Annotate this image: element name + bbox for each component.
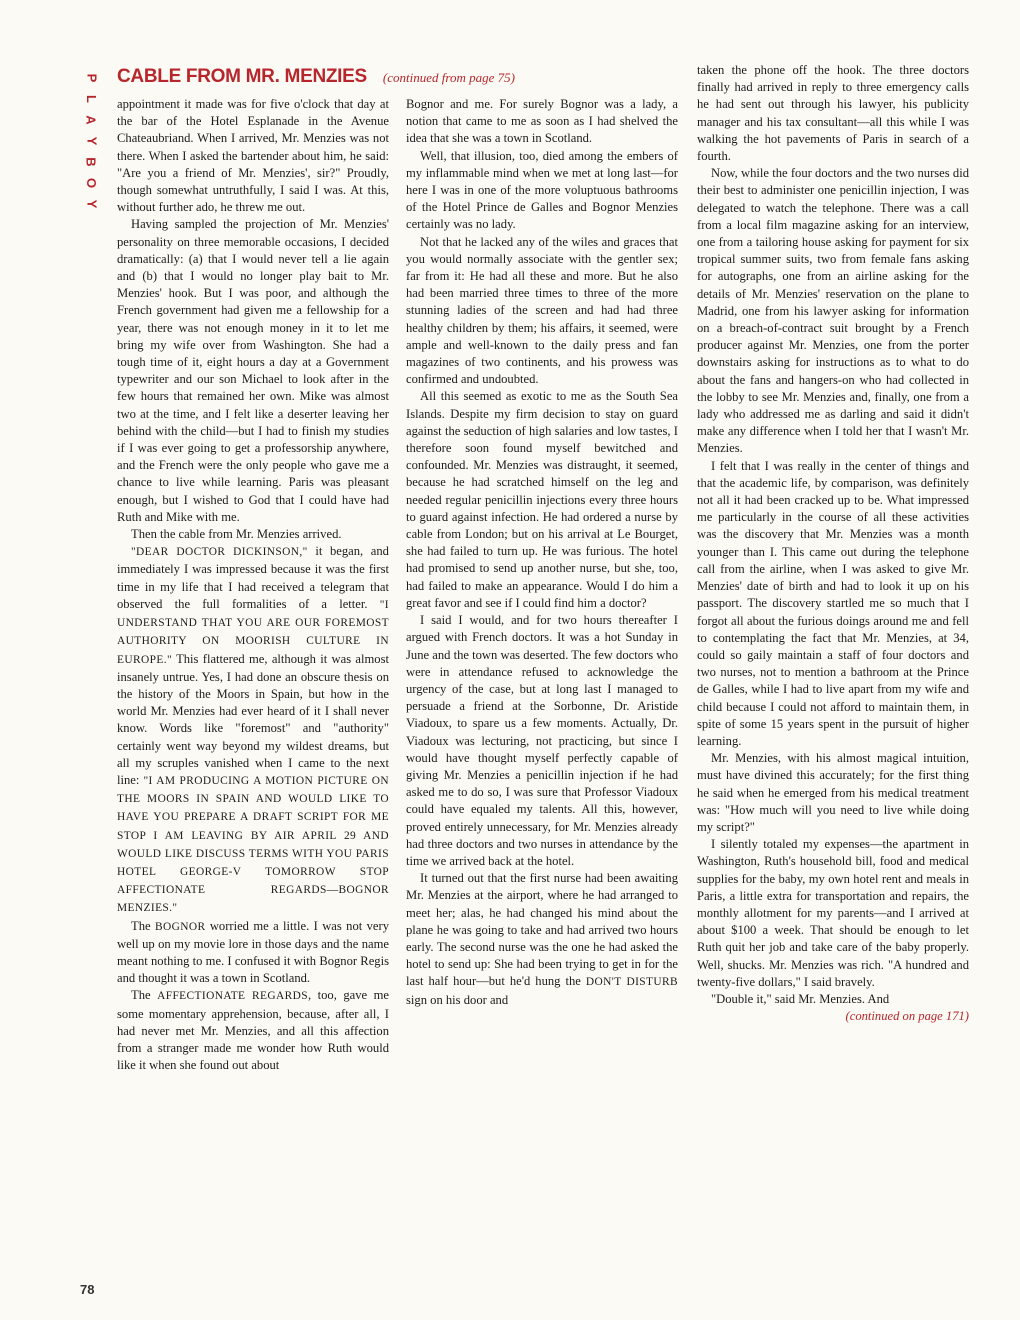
- paragraph-text: it began, and immediately I was impressed because it was the first time in my life that I had received a telegram that observed the full formalities of a letter.: [117, 544, 389, 611]
- paragraph: taken the phone off the hook. The three doctors finally had arrived in reply to three emergency calls he had sent out through his lawyer, his publicity manager and his tax consultant—all this while I was walking the hot pavements of Paris in search of a fourth.: [697, 63, 969, 164]
- continued-on-note: (continued on page 171): [845, 1009, 969, 1024]
- paragraph: Well, that illusion, too, died among the embers of my inflammable mind when we met at long last—for here I was in one of the more voluptuous bathrooms of the Hotel Prince de Galles and Bognor Menzies certainly was no lady.: [406, 148, 678, 232]
- paragraph: [117, 987, 389, 1074]
- text-column-1: [117, 96, 389, 1074]
- paragraph: appointment it made was for five o'clock that day at the bar of the Hotel Esplanade in the Avenue Chateaubriand. When I arrived, Mr. Menzies was not there. When I asked the bartender about him, he said: "Are you a friend of Mr. Menzies', sir?" Proudly, though somewhat untruthfully, I said I was. At this, without further ado, he threw me out.: [117, 97, 389, 215]
- paragraph: Now, while the four doctors and the two nurses did their best to administer one penicillin injection, I was delegated to watch the telephone. There was a call from a local film magazine asking for an interview, one from a tailoring house asking for payment for six tropical summer suits, two from female fans asking for autographs, one from an airline asking for the details of Mr. Menzies' reservation on the plane to Madrid, one from his lawyer asking for information on a breach-of-contract suit brought by a French producer against Mr. Menzies, one from the porter downstairs asking for instructions as to what to do about the fans and hangers-on who had collected in the lobby to see Mr. Menzies and, finally, one from a lady who addressed me as darling and said it didn't make any difference when I told her that I wasn't Mr. Menzies.: [697, 166, 969, 456]
- magazine-name-vertical: [84, 70, 98, 212]
- article-title: CABLE FROM MR. MENZIES: [117, 66, 367, 87]
- cable-text: "I UNDERSTAND THAT YOU ARE OUR FOREMOST AUTHORITY ON MOORISH CULTURE IN EUROPE.": [117, 598, 389, 666]
- paragraph: [117, 918, 389, 988]
- paragraph: Then the cable from Mr. Menzies arrived.: [131, 527, 342, 542]
- paragraph: [406, 870, 678, 1009]
- continued-from-note: (continued from page 75): [382, 70, 515, 85]
- text-column-2: [406, 96, 678, 1009]
- paragraph: Mr. Menzies, with his almost magical intuition, must have divined this accurately; for the first thing he said when he emerged from his medical treatment was: "How much will you need to live while doing my script?": [697, 751, 969, 834]
- article-header: [117, 66, 717, 88]
- magazine-letter: Y: [83, 199, 99, 209]
- page-number: 78: [80, 1282, 95, 1297]
- sign-text: DON'T DISTURB: [585, 976, 678, 989]
- magazine-letter: O: [84, 177, 99, 189]
- paragraph: Not that he lacked any of the wiles and graces that you would normally associate with the gentler sex; far from it: He had all these and more. But he also had been married three times to three of the more stunning ladies of the screen and had had three healthy children by them; his affairs, it seemed, were ample and well-known to the daily press and fan magazines of two continents, and his prowess was confirmed and undoubted.: [406, 234, 678, 387]
- paragraph: [117, 543, 389, 917]
- magazine-letter: L: [83, 95, 99, 103]
- magazine-letter: B: [83, 157, 99, 167]
- paragraph-text: , too, gave me some momentary apprehension, because, after all, I had never met Mr. Menzies, and all this affection from a stranger made me wonder how Ruth would like it when she found out about: [117, 988, 389, 1073]
- cable-text: "DEAR DOCTOR DICKINSON,": [131, 546, 308, 559]
- cable-text: "I AM PRODUCING A MOTION PICTURE ON THE MOORS IN SPAIN AND WOULD LIKE TO HAVE YOU PREPARE A DRAFT SCRIPT FOR ME STOP I AM LEAVING BY AIR APRIL 29 AND WOULD LIKE DISCUSS TERMS WITH YOU PARIS HOTEL GEORGE-V TOMORROW STOP AFFECTIONATE REGARDS—BOGNOR MENZIES.": [117, 774, 389, 915]
- paragraph-text: The: [131, 988, 158, 1003]
- paragraph: All this seemed as exotic to me as the South Sea Islands. Despite my firm decision to stay on guard against the seduction of high salaries and low tastes, I therefore soon found myself bewitched and confounded. Mr. Menzies was distraught, it seemed, because he had scratched himself on the leg and needed regular penicillin injections every three hours to guard against infection. He had ordered a nurse by cable from London; but on his arrival at Le Bourget, she had failed to turn up. He was furious. The hotel had promised to send up another nurse, but she, too, had failed to make an appearance. Would I do him a great favor and see if I could find him a doctor?: [406, 389, 678, 610]
- paragraph-text: This flattered me, although it was almost insanely untrue. Yes, I had done an obscure thesis on the history of the Moors in Spain, but how in the world Mr. Menzies had ever heard of it I shall never know. Words like "foremost" and "authority" certainly went way beyond my wildest dreams, but all my scruples vanished when I came to the next line:: [117, 651, 389, 787]
- paragraph: I silently totaled my expenses—the apartment in Washington, Ruth's household bill, food and medical supplies for the baby, my own hotel rent and meals in Paris, a little extra for transportation and repairs, the monthly allotment for my parents—and I arrived at about $100 a week. That should be enough to let Ruth quit her job and take care of the baby properly. Well, shucks. Mr. Menzies was rich. "A hundred and twenty-five dollars," I said bravely.: [697, 837, 969, 989]
- paragraph: Bognor and me. For surely Bognor was a lady, a notion that came to me as soon as I had shelved the idea that she was a town in Scotland.: [406, 97, 678, 146]
- paragraph-text: worried me a little. I was not very well up on my movie lore in those days and the name meant nothing to me. I confused it with Bognor Regis and thought it was a town in Scotland.: [117, 918, 389, 986]
- magazine-letter: Y: [83, 136, 99, 146]
- paragraph: I said I would, and for two hours thereafter I argued with French doctors. It was a hot Sunday in June and the town was deserted. The few doctors who were in attendance refused to acknowledge the urgency of the case, but at long last I managed to persuade a friend at the Sorbonne, Dr. Aristide Viadoux, to spare us a few moments. Actually, Dr. Viadoux was lecturing, not practicing, but since I would have thought myself perfectly capable of giving Mr. Menzies a penicillin injection if he had asked me to do so, I was sure that Professor Viadoux could have equaled my talents. All this, however, proved entirely unnecessary, for Mr. Menzies already had three doctors and two nurses in attendance by the time we arrived back at the hotel.: [406, 613, 678, 868]
- paragraph: I felt that I was really in the center of things and that the academic life, by comparison, was definitely not all it had been cracked up to be. What impressed me particularly in the course of all these activities was the discovery that Mr. Menzies was a month younger than I. This came out during the telephone call from the airline, when I was asked to give Mr. Menzies' date of birth and had to look it up on his passport. The discovery startled me so much that I forgot all about the furious doings around me and fell to contemplating the fact that Mr. Menzies, at 34, could so gaily maintain a staff of four doctors and two nurses, not to mention a bathroom at the Prince de Galles, while I had to live apart from my wife and child because I could not afford to maintain them, in spite of some 15 years spent in the pursuit of higher learning.: [697, 458, 969, 748]
- paragraph-text: It turned out that the first nurse had been awaiting Mr. Menzies at the airport, where he had arranged to meet her; alas, he had changed his mind about the plane he was going to take and had arrived two hours early. The second nurse was the one he had asked the hotel to send up: She had been trying to get in for the last half hour—but he'd hung the: [406, 871, 678, 989]
- paragraph: "Double it," said Mr. Menzies. And: [711, 991, 890, 1006]
- cable-text: BOGNOR: [154, 920, 206, 933]
- paragraph: Having sampled the projection of Mr. Menzies' personality on three memorable occasions, I decided dramatically: (a) that I would never tell a lie again and (b) that I would no longer play bait to Mr. Menzies' hook. But I was poor, and although the French government had given me a fellowship for a year, there was not enough money in it to let me bring my wife over from Washington. She had a tough time of it, eight hours a day at a Government typewriter and our son Michael to look after in the few hours that remained her own. Mike was almost two at the time, and I felt like a deserter leaving her behind with the child—but I had to finish my studies if I was ever going to get a professorship anywhere, and the French were the only people who gave me a chance to live while learning. Paris was pleasant enough, but I wished to God that I could have had Ruth and Mike with me.: [117, 217, 389, 524]
- cable-text: AFFECTIONATE REGARDS: [157, 990, 308, 1003]
- magazine-letter: A: [83, 115, 99, 125]
- magazine-letter: P: [83, 73, 99, 83]
- paragraph-text: The: [131, 918, 155, 933]
- text-column-3: [697, 62, 969, 1025]
- paragraph-text: sign on his door and: [406, 992, 509, 1007]
